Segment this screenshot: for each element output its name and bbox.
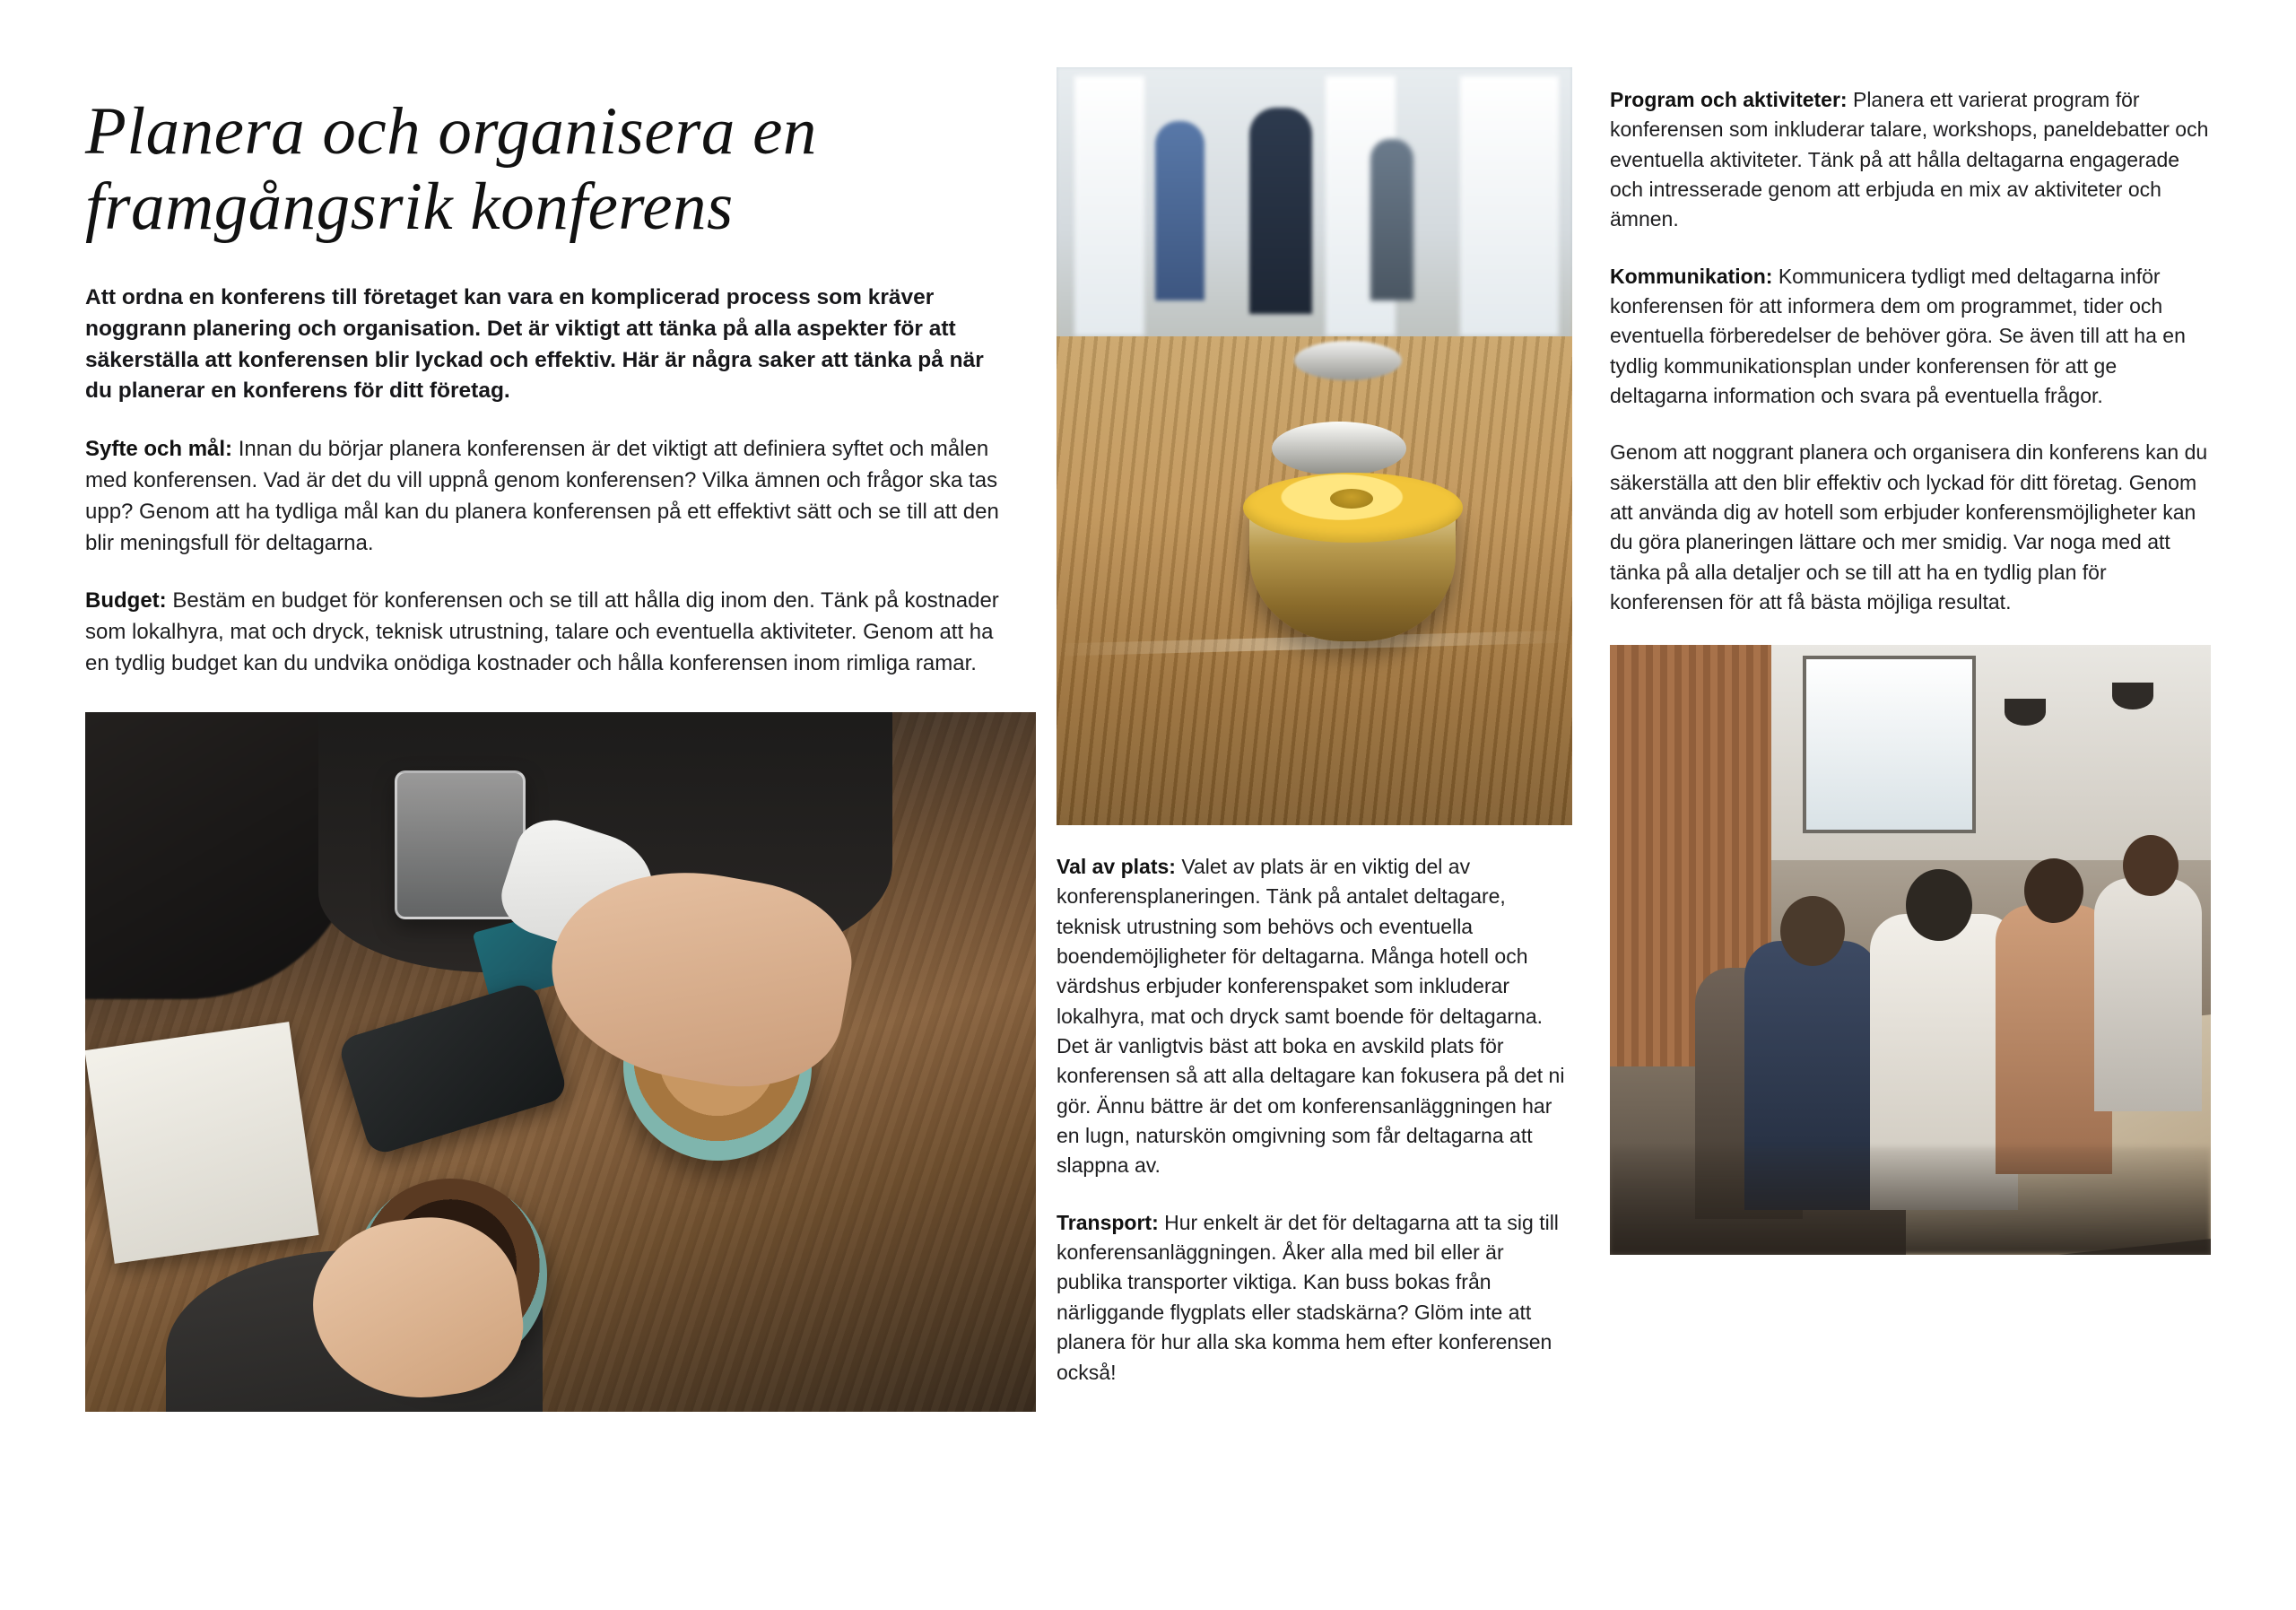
right-column bbox=[1610, 0, 2211, 1255]
left-column bbox=[85, 0, 1036, 1412]
pendant-lamp-one bbox=[2005, 699, 2046, 726]
section-text-program-och-aktiviteter: Planera ett varierat program för konferensen som inkluderar talare, workshops, paneldebatter och eventuella aktiviteter. Tänk på att hålla deltagarna engagerade och intresserade genom att erbjuda en mix av aktiviteter och ämnen. bbox=[1610, 88, 2209, 231]
silver-container-mid bbox=[1272, 422, 1406, 475]
silver-container-far bbox=[1294, 341, 1402, 380]
section-heading-val-av-plats: Val av plats: bbox=[1057, 855, 1176, 878]
window-pane-right bbox=[1460, 76, 1559, 336]
lead-paragraph: Att ordna en konferens till företaget kan vara en komplicerad process som kräver noggrann planering och organisation. Det är viktigt att tänka på alla aspekter för att säkerställa att konferensen blir lyckad och effektiv. Här är några saker att tänka på när du planerar en konferens för ditt företag. bbox=[85, 285, 984, 404]
jar-lid-knob bbox=[1330, 489, 1373, 509]
middle-column bbox=[1057, 0, 1572, 1388]
blurred-person-three bbox=[1370, 139, 1413, 300]
attendee-four-head bbox=[2123, 835, 2179, 896]
section-text-val-av-plats: Valet av plats är en viktig del av konferensplaneringen. Tänk på antalet deltagare, teknisk utrustning som behövs och eventuella boendemöjligheter för deltagarna. Många hotell och värdshus erbjuder konferenspaket som inkluderar lokalhyra, mat och dryck samt boende för deltagarna. Det är vanligtvis bäst att boka en avskild plats för konferensen så att alla deltagare kan fokusera på det ni gör. Ännu bättre är det om konferensanläggningen har en lugn, naturskön omgivning som får deltagarna att slappna av. bbox=[1057, 855, 1565, 1178]
window-pane-left bbox=[1074, 76, 1144, 336]
section-conclusion: Genom att noggrant planera och organisera din konferens kan du säkerställa att den blir effektiv och lyckad för ditt företag. Genom att använda dig av hotell som erbjuder konferensmöjligheter kan du göra planeringen lättare och mer smidig. Var noga med att tänka på alla detaljer och se till att ha en tydlig plan för konferensen för att få bästa möjliga resultat. bbox=[1610, 440, 2208, 614]
section-heading-transport: Transport: bbox=[1057, 1210, 1159, 1234]
attendee-four bbox=[2094, 878, 2202, 1111]
section-transport bbox=[1057, 1208, 1572, 1388]
room-window bbox=[1803, 656, 1976, 833]
foreground-blur-band bbox=[1610, 1147, 2211, 1255]
section-text-syfte-och-mal: Innan du börjar planera konferensen är det viktigt att definiera syftet och målen med konferensen. Vad är det du vill uppnå genom konferensen? Vilka ämnen och frågor ska tas upp? Genom att ha tydliga mål kan du planera konferensen på ett effektivt sätt och se till att den blir meningsfull för deltagarna. bbox=[85, 437, 999, 555]
attendee-two-head bbox=[1906, 869, 1972, 941]
section-syfte-och-mal bbox=[85, 434, 1009, 559]
section-text-budget: Bestäm en budget för konferensen och se till att hålla dig inom den. Tänk på kostnader som lokalhyra, mat och dryck, teknisk utrustning, talare och eventuella aktiviteter. Genom att ha en tydlig budget kan du undvika onödiga kostnader och hålla konferensen inom rimliga ramar. bbox=[85, 588, 999, 675]
section-kommunikation bbox=[1610, 262, 2211, 412]
section-program-och-aktiviteter bbox=[1610, 85, 2211, 235]
page-title: Planera och organisera en framgångsrik konferens bbox=[85, 94, 817, 244]
section-budget bbox=[85, 586, 1009, 679]
coffee-meeting-photo bbox=[85, 712, 1036, 1412]
attendee-three-head bbox=[2024, 858, 2083, 923]
attendee-one-head bbox=[1780, 896, 1845, 966]
section-text-transport: Hur enkelt är det för deltagarna att ta sig till konferensanläggningen. Åker alla med bil eller är publika transporter viktiga. Kan buss bokas från närliggande flygplats eller stadskärna? Glöm inte att planera för hur alla ska komma hem efter konferensen också! bbox=[1057, 1210, 1559, 1384]
pendant-lamp-two bbox=[2112, 683, 2153, 709]
yellow-jar-table-photo bbox=[1057, 67, 1572, 825]
conference-room-people-photo bbox=[1610, 645, 2211, 1255]
section-heading-budget: Budget: bbox=[85, 588, 167, 614]
blurred-person-one bbox=[1155, 121, 1205, 300]
section-heading-syfte-och-mal: Syfte och mål: bbox=[85, 437, 233, 462]
section-val-av-plats bbox=[1057, 852, 1572, 1181]
section-text-kommunikation: Kommunicera tydligt med deltagarna inför konferensen för att informera dem om programmet, tider och eventuella förberedelser de behöver göra. Se även till att ha en tydlig kommunikationsplan under konferensen för att ge deltagarna information och svara på eventuella frågor. bbox=[1610, 264, 2186, 408]
notebook bbox=[85, 1022, 319, 1264]
section-heading-kommunikation: Kommunikation: bbox=[1610, 264, 1773, 288]
section-heading-program-och-aktiviteter: Program och aktiviteter: bbox=[1610, 88, 1848, 111]
blurred-person-two bbox=[1249, 108, 1312, 314]
